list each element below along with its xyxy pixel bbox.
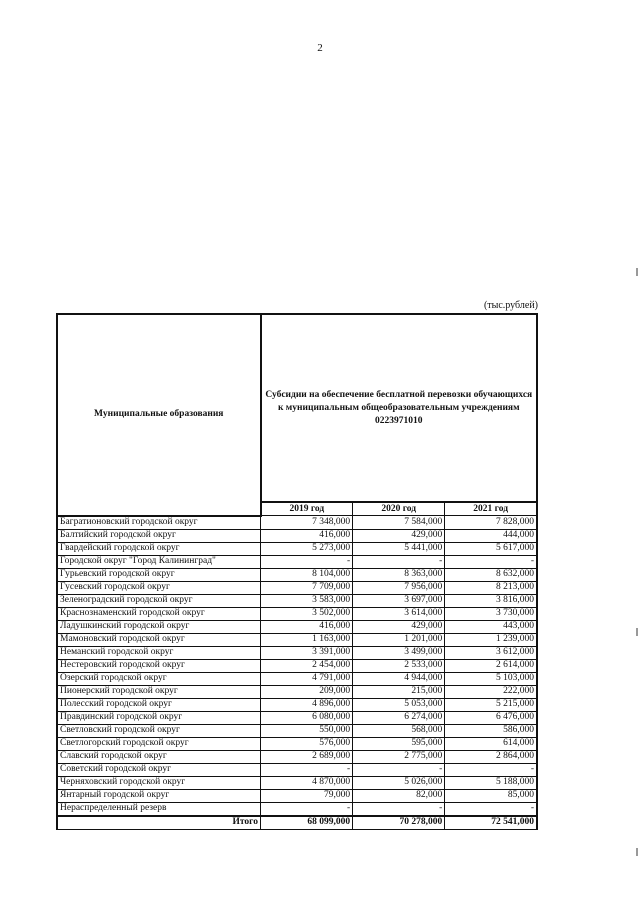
total-2020: 70 278,000 [353,816,445,830]
municipality-name: Гурьевский городской округ [57,568,261,581]
scan-margin-mark [636,268,638,276]
value-2021: - [445,763,537,776]
header-year-2019: 2019 год [261,502,353,516]
municipality-name: Нераспределенный резерв [57,802,261,816]
table-row [57,763,537,776]
total-label: Итого [57,816,261,830]
municipality-name: Краснознаменский городской округ [57,607,261,620]
value-2019: - [261,555,353,568]
value-2021: 443,000 [445,620,537,633]
table-header-row [57,314,537,502]
value-2020: 1 201,000 [353,633,445,646]
value-2020: 5 441,000 [353,542,445,555]
table-row [57,542,537,555]
value-2020: 4 944,000 [353,672,445,685]
table-row [57,633,537,646]
value-2019: 7 709,000 [261,581,353,594]
header-year-2021: 2021 год [445,502,537,516]
value-2019: 550,000 [261,724,353,737]
value-2019: 416,000 [261,620,353,633]
value-2019: 576,000 [261,737,353,750]
value-2019: 2 689,000 [261,750,353,763]
value-2020: 215,000 [353,685,445,698]
municipality-name: Городской округ "Город Калининград" [57,555,261,568]
value-2019: 6 080,000 [261,711,353,724]
value-2021: 7 828,000 [445,516,537,530]
value-2021: 444,000 [445,529,537,542]
header-municipalities: Муниципальные образования [57,314,261,516]
value-2021: 5 215,000 [445,698,537,711]
value-2021: 5 617,000 [445,542,537,555]
value-2021: 5 103,000 [445,672,537,685]
municipality-name: Пионерский городской округ [57,685,261,698]
page-number: 2 [317,42,323,54]
table-row [57,672,537,685]
table-row [57,802,537,816]
table-row [57,581,537,594]
table-row [57,737,537,750]
municipality-name: Озерский городской округ [57,672,261,685]
value-2021: 586,000 [445,724,537,737]
table-row [57,776,537,789]
value-2021: 1 239,000 [445,633,537,646]
municipality-name: Балтийский городской округ [57,529,261,542]
municipality-name: Зеленоградский городской округ [57,594,261,607]
value-2019: 2 454,000 [261,659,353,672]
value-2020: 3 697,000 [353,594,445,607]
value-2019: 4 791,000 [261,672,353,685]
table-row [57,516,537,530]
value-2021: 222,000 [445,685,537,698]
value-2020: 568,000 [353,724,445,737]
municipality-name: Ладушкинский городской округ [57,620,261,633]
value-2020: - [353,802,445,816]
value-2020: 2 775,000 [353,750,445,763]
value-2021: 3 612,000 [445,646,537,659]
value-2020: 82,000 [353,789,445,802]
value-2021: 2 614,000 [445,659,537,672]
total-row [57,816,537,830]
value-2020: 429,000 [353,620,445,633]
value-2019: 3 391,000 [261,646,353,659]
value-2021: 8 213,000 [445,581,537,594]
municipality-name: Гусевский городской округ [57,581,261,594]
value-2020: 7 584,000 [353,516,445,530]
table-row [57,698,537,711]
value-2020: 5 053,000 [353,698,445,711]
municipality-name: Багратионовский городской округ [57,516,261,530]
table-row [57,711,537,724]
value-2020: - [353,763,445,776]
units-label: (тыс.рублей) [483,300,538,311]
table-row [57,594,537,607]
scan-margin-mark [636,628,638,636]
municipality-name: Неманский городской округ [57,646,261,659]
value-2020: 7 956,000 [353,581,445,594]
value-2020: 5 026,000 [353,776,445,789]
scan-margin-mark [636,848,638,856]
municipality-name: Славский городской округ [57,750,261,763]
municipality-name: Гвардейский городской округ [57,542,261,555]
table-row [57,620,537,633]
value-2019: 1 163,000 [261,633,353,646]
table-row [57,607,537,620]
table-row [57,659,537,672]
value-2019: 4 896,000 [261,698,353,711]
value-2019: 7 348,000 [261,516,353,530]
value-2020: 8 363,000 [353,568,445,581]
municipality-name: Советский городской округ [57,763,261,776]
value-2020: 429,000 [353,529,445,542]
value-2021: - [445,555,537,568]
value-2021: 6 476,000 [445,711,537,724]
subsidies-table [56,313,538,830]
value-2021: 5 188,000 [445,776,537,789]
value-2021: 3 816,000 [445,594,537,607]
value-2021: 614,000 [445,737,537,750]
municipality-name: Правдинский городской округ [57,711,261,724]
municipality-name: Полесский городской округ [57,698,261,711]
municipality-name: Светловский городской округ [57,724,261,737]
value-2021: 85,000 [445,789,537,802]
value-2020: 595,000 [353,737,445,750]
municipality-name: Черняховский городской округ [57,776,261,789]
value-2019: - [261,763,353,776]
table-row [57,646,537,659]
value-2019: 4 870,000 [261,776,353,789]
table-row [57,750,537,763]
table-row [57,789,537,802]
municipality-name: Мамоновский городской округ [57,633,261,646]
value-2019: 3 583,000 [261,594,353,607]
value-2020: 6 274,000 [353,711,445,724]
table-row [57,555,537,568]
value-2019: 5 273,000 [261,542,353,555]
value-2019: 3 502,000 [261,607,353,620]
value-2020: 3 499,000 [353,646,445,659]
table-row [57,529,537,542]
value-2021: 3 730,000 [445,607,537,620]
value-2019: 416,000 [261,529,353,542]
table-body [57,516,537,816]
value-2020: 2 533,000 [353,659,445,672]
municipality-name: Светлогорский городской округ [57,737,261,750]
value-2019: 8 104,000 [261,568,353,581]
table-row [57,685,537,698]
value-2021: 8 632,000 [445,568,537,581]
header-subsidy-title: Субсидии на обеспечение бесплатной перевозки обучающихся к муниципальным общеобразовательным учреждениям 0223971010 [261,314,537,502]
value-2020: 3 614,000 [353,607,445,620]
municipality-name: Нестеровский городской округ [57,659,261,672]
total-2021: 72 541,000 [445,816,537,830]
value-2019: 209,000 [261,685,353,698]
header-year-2020: 2020 год [353,502,445,516]
value-2019: 79,000 [261,789,353,802]
table-row [57,724,537,737]
value-2020: - [353,555,445,568]
municipality-name: Янтарный городской округ [57,789,261,802]
table-row [57,568,537,581]
value-2021: 2 864,000 [445,750,537,763]
value-2021: - [445,802,537,816]
value-2019: - [261,802,353,816]
total-2019: 68 099,000 [261,816,353,830]
